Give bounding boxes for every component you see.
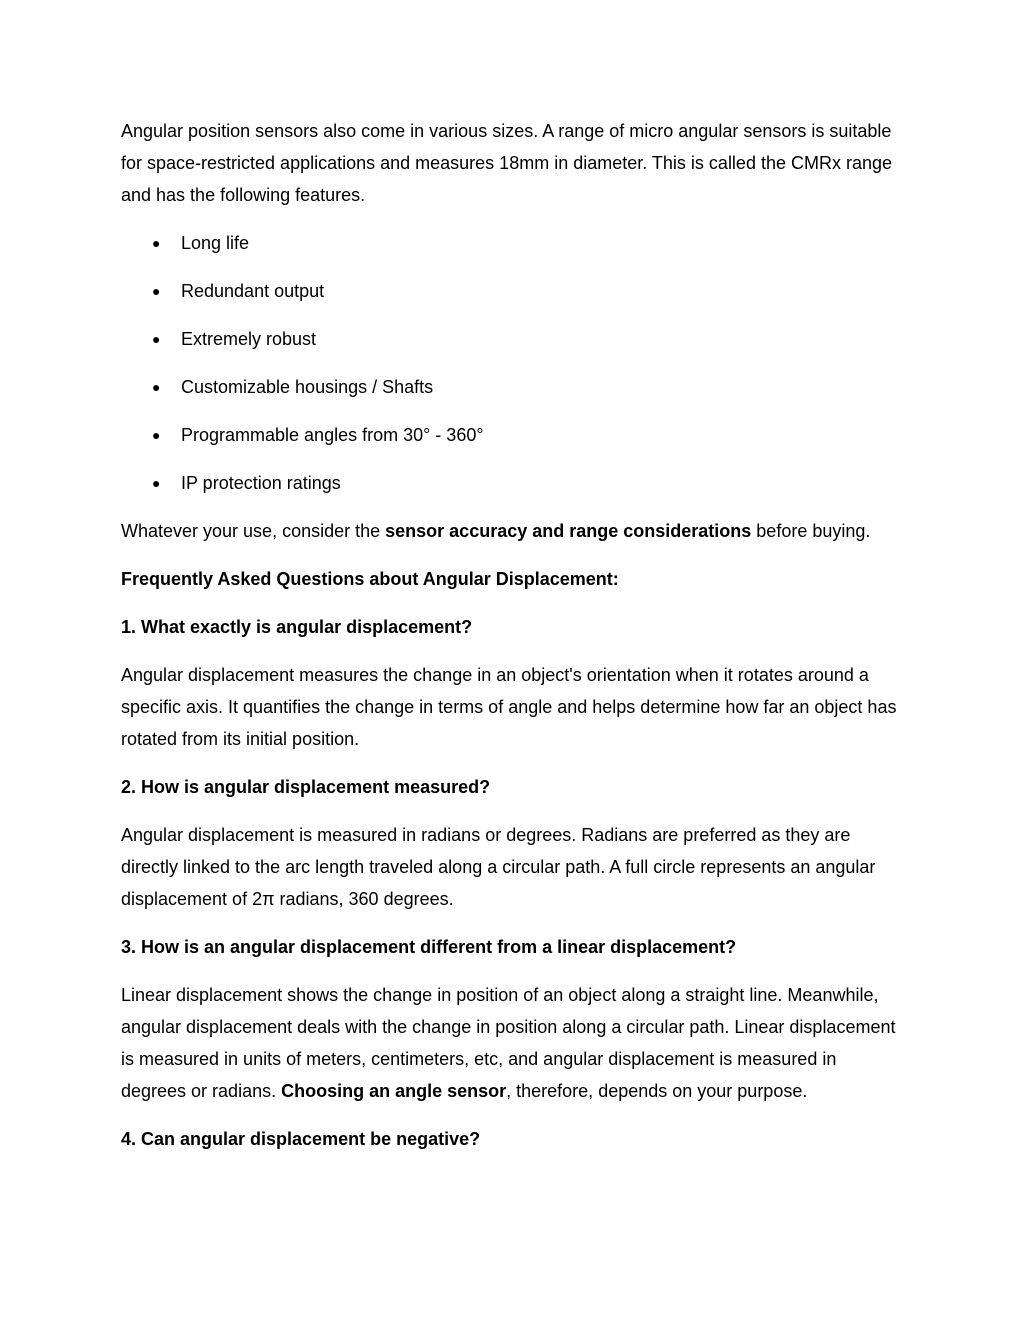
answer-3-text-before: Linear displacement shows the change in position of an object along a straight line. Meanwhile, angular displacement deals with the change in position along a circular path. Linear displacement is measured in units of meters, centimeters, etc, and angular displacement is measured in degrees or radians.	[121, 985, 896, 1101]
answer-3-bold-link: Choosing an angle sensor	[281, 1081, 507, 1101]
feature-text: Extremely robust	[181, 329, 317, 349]
bullet-icon: ●	[152, 475, 161, 491]
answer-3-text-after: , therefore, depends on your purpose.	[506, 1081, 808, 1101]
advice-bold-link: sensor accuracy and range considerations	[385, 521, 752, 541]
feature-text: Programmable angles from 30° - 360°	[181, 425, 484, 445]
bullet-icon: ●	[152, 427, 161, 443]
advice-paragraph	[121, 515, 906, 547]
features-list	[121, 227, 906, 499]
bullet-icon: ●	[152, 235, 161, 251]
faq-answer-1: Angular displacement measures the change in an object's orientation when it rotates around a specific axis. It quantifies the change in terms of angle and helps determine how far an object has rotated from its initial position.	[121, 665, 897, 749]
bullet-icon: ●	[152, 331, 161, 347]
bullet-icon: ●	[152, 379, 161, 395]
intro-paragraph: Angular position sensors also come in various sizes. A range of micro angular sensors is suitable for space-restricted applications and measures 18mm in diameter. This is called the CMRx range and has the following features.	[121, 121, 893, 205]
faq-question-2: 2. How is angular displacement measured?	[121, 777, 491, 797]
list-item	[121, 467, 906, 499]
feature-text: IP protection ratings	[181, 473, 341, 493]
feature-text: Redundant output	[181, 281, 325, 301]
list-item	[121, 371, 906, 403]
faq-answer-3	[121, 979, 906, 1107]
advice-text-after: before buying.	[751, 521, 871, 541]
feature-text: Customizable housings / Shafts	[181, 377, 434, 397]
list-item	[121, 275, 906, 307]
faq-question-4: 4. Can angular displacement be negative?	[121, 1129, 481, 1149]
faq-question-1: 1. What exactly is angular displacement?	[121, 617, 473, 637]
faq-question-3: 3. How is an angular displacement different from a linear displacement?	[121, 937, 737, 957]
document-page	[121, 115, 906, 1171]
list-item	[121, 227, 906, 259]
feature-text: Long life	[181, 233, 250, 253]
list-item	[121, 323, 906, 355]
faq-answer-2: Angular displacement is measured in radians or degrees. Radians are preferred as they are directly linked to the arc length traveled along a circular path. A full circle represents an angular displacement of 2π radians, 360 degrees.	[121, 825, 876, 909]
list-item	[121, 419, 906, 451]
faq-title: Frequently Asked Questions about Angular Displacement:	[121, 569, 619, 589]
advice-text-before: Whatever your use, consider the	[121, 521, 386, 541]
bullet-icon: ●	[152, 283, 161, 299]
